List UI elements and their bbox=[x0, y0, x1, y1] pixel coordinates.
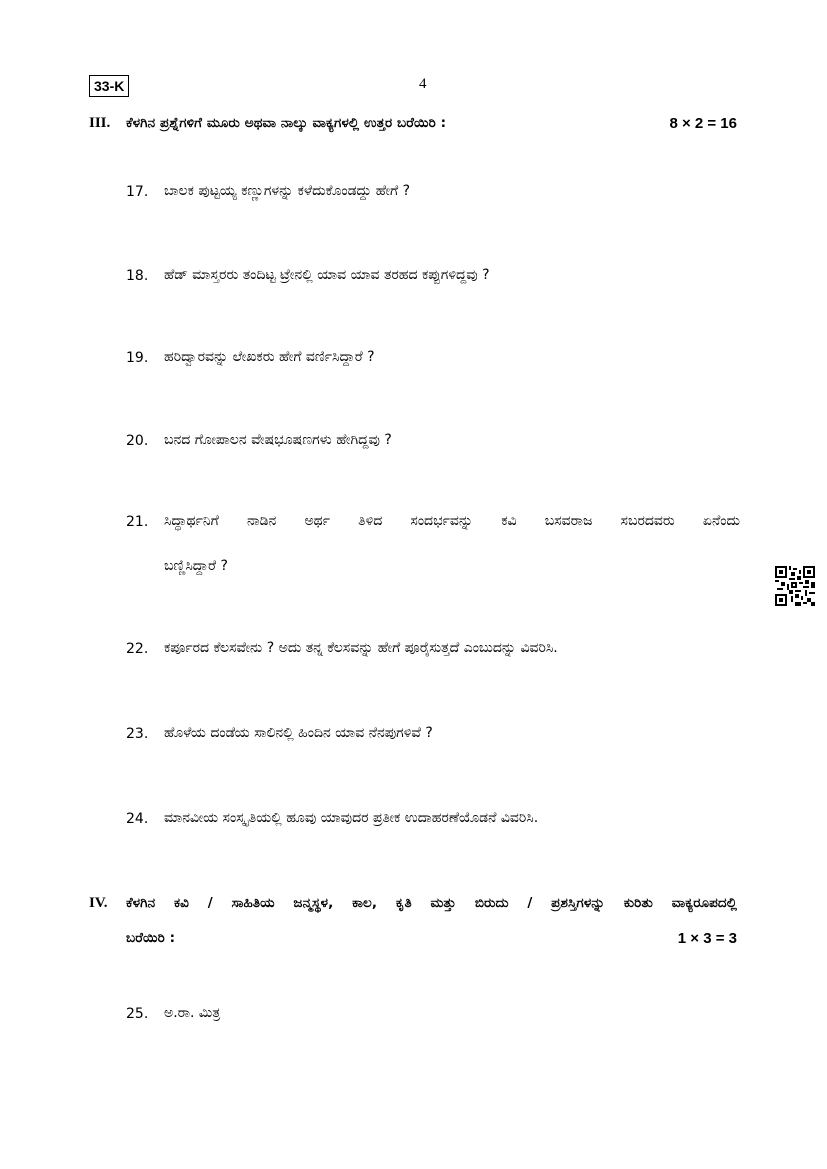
section-4-instruction-line2: ಬರೆಯಿರಿ : bbox=[126, 930, 176, 946]
section-4-instruction-line1: ಕೆಳಗಿನ ಕವಿ / ಸಾಹಿತಿಯ ಜನ್ಮಸ್ಥಳ, ಕಾಲ, ಕೃತಿ ಮತ್ತು ಬಿರುದು / ಪ್ರಶಸ್ತಿಗಳನ್ನು ಕುರಿತು ವಾಕ್ಯರೂಪದಲ್ಲಿ bbox=[126, 895, 737, 911]
question-24-number: 24. bbox=[126, 811, 149, 827]
paper-code-box bbox=[89, 75, 129, 97]
section-3-marks: 8 × 2 = 16 bbox=[669, 115, 737, 132]
question-21-number: 21. bbox=[126, 514, 149, 530]
section-4-marks: 1 × 3 = 3 bbox=[677, 930, 737, 947]
question-20-text: ಬನದ ಗೋಪಾಲನ ವೇಷಭೂಷಣಗಳು ಹೇಗಿದ್ದವು ? bbox=[164, 432, 392, 448]
question-21-text-line1: ಸಿದ್ಧಾರ್ಥನಿಗೆ ನಾಡಿನ ಅರ್ಥ ತಿಳಿದ ಸಂದರ್ಭವನ್ನು ಕವಿ ಬಸವರಾಜ ಸಬರದವರು ಏನೆಂದು bbox=[164, 513, 740, 529]
question-24-text: ಮಾನವೀಯ ಸಂಸ್ಕೃತಿಯಲ್ಲಿ ಹೂವು ಯಾವುದರ ಪ್ರತೀಕ ಉದಾಹರಣೆಯೊಡನೆ ವಿವರಿಸಿ. bbox=[164, 810, 539, 826]
qr-code-icon bbox=[775, 566, 815, 606]
question-18-number: 18. bbox=[126, 268, 149, 284]
question-23-number: 23. bbox=[126, 726, 149, 742]
question-21-text-line2: ಬಣ್ಣಿಸಿದ್ದಾರೆ ? bbox=[164, 558, 228, 574]
question-18-text: ಹೆಡ್ ಮಾಸ್ತರರು ತಂದಿಟ್ಟ ಟ್ರೇನಲ್ಲಿ ಯಾವ ಯಾವ ತರಹದ ಕಪ್ಪುಗಳಿದ್ದವು ? bbox=[164, 267, 490, 283]
question-25-number: 25. bbox=[126, 1006, 149, 1022]
question-22-number: 22. bbox=[126, 641, 149, 657]
question-17-text: ಬಾಲಕ ಪುಟ್ಟಯ್ಯ ಕಣ್ಣುಗಳನ್ನು ಕಳೆದುಕೊಂಡದ್ದು ಹೇಗೆ ? bbox=[164, 183, 411, 199]
question-23-text: ಹೊಳೆಯ ದಂಡೆಯ ಸಾಲಿನಲ್ಲಿ ಹಿಂದಿನ ಯಾವ ನೆನಪುಗಳಿವೆ ? bbox=[164, 725, 433, 741]
question-19-text: ಹರಿದ್ವಾರವನ್ನು ಲೇಖಕರು ಹೇಗೆ ವರ್ಣಿಸಿದ್ದಾರೆ ? bbox=[164, 349, 375, 365]
question-19-number: 19. bbox=[126, 350, 149, 366]
question-20-number: 20. bbox=[126, 433, 149, 449]
question-22-text: ಕರ್ಪೂರದ ಕೆಲಸವೇನು ? ಅದು ತನ್ನ ಕೆಲಸವನ್ನು ಹೇಗೆ ಪೂರೈಸುತ್ತದೆ ಎಂಬುದನ್ನು ವಿವರಿಸಿ. bbox=[164, 640, 558, 656]
page-number: 4 bbox=[419, 76, 427, 92]
paper-code: 33-K bbox=[94, 78, 125, 94]
section-3-instruction: ಕೆಳಗಿನ ಪ್ರಶ್ನೆಗಳಿಗೆ ಮೂರು ಅಥವಾ ನಾಲ್ಕು ವಾಕ್ಯಗಳಲ್ಲಿ ಉತ್ತರ ಬರೆಯಿರಿ : bbox=[126, 115, 447, 131]
question-17-number: 17. bbox=[126, 184, 149, 200]
section-4-number: IV. bbox=[89, 895, 108, 911]
section-3-number: III. bbox=[89, 115, 111, 131]
question-25-text: ಅ.ರಾ. ಮಿತ್ರ bbox=[164, 1005, 221, 1021]
